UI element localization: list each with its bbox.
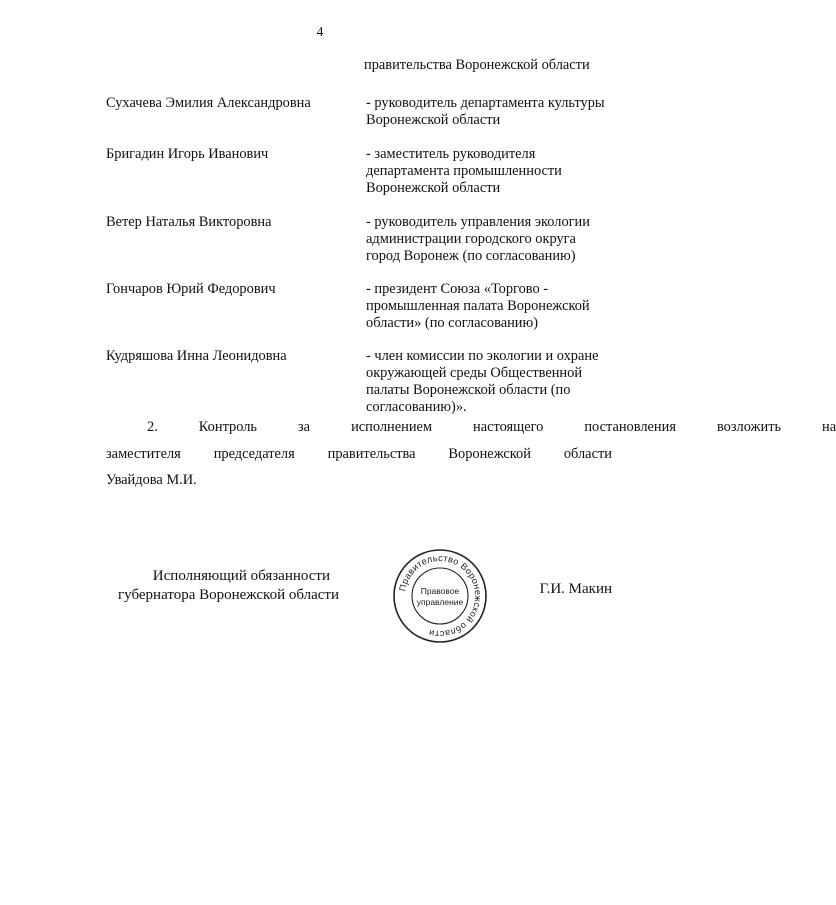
member-role [366, 348, 628, 416]
member-role [366, 146, 628, 197]
member-role [366, 281, 628, 332]
paragraph-word: заместителя [106, 446, 181, 462]
signatory-title-line-1: Исполняющий обязанности [152, 568, 330, 584]
member-name: Кудряшова Инна Леонидовна [106, 348, 287, 364]
member-role [366, 214, 628, 265]
signer-name: Г.И. Макин [539, 581, 612, 597]
paragraph-word: правительства [327, 446, 416, 462]
stamp-center-line-2: управление [416, 597, 464, 607]
member-role-line: - руководитель департамента культуры [366, 95, 605, 111]
paragraph-word: настоящего [473, 419, 544, 435]
paragraph-word: возложить [716, 419, 782, 435]
paragraph-word: Воронежской [448, 446, 531, 462]
member-role-line: - руководитель управления экологии [366, 214, 590, 230]
member-name: Ветер Наталья Викторовна [106, 214, 272, 230]
signatory-title-line-2: губернатора Воронежской области [118, 587, 339, 603]
paragraph-2-line-3: Увайдова М.И. [106, 472, 197, 488]
member-name: Гончаров Юрий Федорович [106, 281, 276, 297]
member-role-line: департамента промышленности [366, 163, 562, 179]
stamp-ring-text: Правительство Воронежской области [397, 552, 484, 640]
paragraph-word: постановления [584, 419, 676, 435]
role-continuation: правительства Воронежской области [364, 57, 590, 73]
stamp-center-line-1: Правовое [420, 586, 460, 596]
member-role-line: палаты Воронежской области (по [366, 382, 571, 398]
page-number: 4 [316, 24, 324, 39]
member-role-line: промышленная палата Воронежской [366, 298, 590, 314]
member-name: Бригадин Игорь Иванович [106, 146, 269, 162]
member-role-line: согласованию)». [366, 399, 467, 415]
member-role-line: - заместитель руководителя [366, 146, 536, 162]
official-stamp [392, 548, 488, 644]
paragraph-word: области [563, 446, 612, 462]
member-role-line: окружающей среды Общественной [366, 365, 583, 381]
member-role-line: - президент Союза «Торгово - [366, 281, 549, 297]
member-role-line: Воронежской области [366, 180, 501, 196]
paragraph-word: Контроль [198, 419, 257, 435]
paragraph-word: за [297, 419, 311, 435]
member-name: Сухачева Эмилия Александровна [106, 95, 311, 111]
member-role-line: город Воронеж (по согласованию) [366, 248, 576, 264]
paragraph-2-line-1 [106, 419, 836, 436]
paragraph-word: 2. [147, 419, 158, 435]
member-role-line: Воронежской области [366, 112, 501, 128]
member-role-line: области» (по согласованию) [366, 315, 539, 331]
paragraph-word: исполнением [351, 419, 433, 435]
paragraph-word: на [822, 419, 836, 435]
paragraph-2-line-2 [106, 446, 612, 463]
member-role-line: - член комиссии по экологии и охране [366, 348, 599, 364]
paragraph-word: председателя [213, 446, 295, 462]
member-role-line: администрации городского округа [366, 231, 576, 247]
member-role [366, 95, 628, 129]
signatory-title [118, 567, 339, 605]
